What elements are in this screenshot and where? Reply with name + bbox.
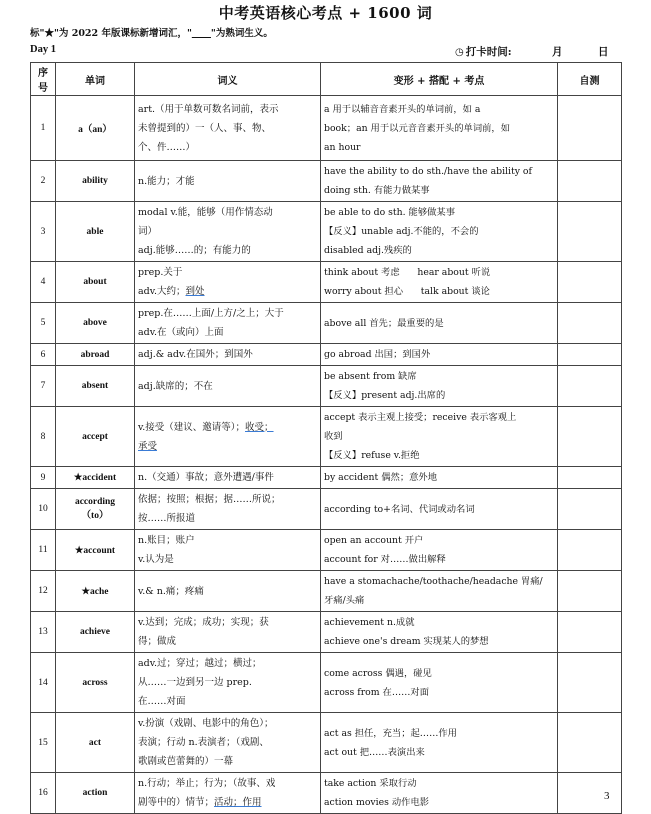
table-row	[31, 344, 622, 366]
self-test-cell[interactable]	[558, 530, 622, 571]
usage-line: think about 考虑 hear about 听说	[324, 267, 491, 278]
meaning-line: 个、件……）	[138, 141, 196, 153]
month-label: 月	[552, 46, 563, 58]
table-row	[31, 713, 622, 773]
usage-line: 【反义】refuse v.拒绝	[324, 450, 420, 461]
usage-line: go abroad 出国；到国外	[324, 349, 431, 360]
row-number: 2	[31, 161, 56, 202]
meaning-line: adv.在（或向）上面	[138, 327, 224, 338]
usage-line: come across 偶遇，碰见	[324, 667, 432, 679]
self-test-cell[interactable]	[558, 713, 622, 773]
meaning-line: 未曾提到的）一（人、事、物、	[138, 122, 272, 134]
table-row	[31, 467, 622, 489]
vocab-word: above	[56, 303, 135, 344]
table-row	[31, 161, 622, 202]
self-test-cell[interactable]	[558, 262, 622, 303]
usage-notes	[321, 262, 558, 303]
meaning-line: v.达到；完成；成功；实现；获	[138, 617, 269, 628]
vocab-word: action	[56, 773, 135, 814]
usage-line: action movies 动作电影	[324, 797, 430, 808]
legend-note: 标"★"为 2022 年版课标新增词汇，"____"为熟词生义。	[30, 28, 273, 39]
col-header-meaning: 词义	[135, 63, 321, 96]
usage-line: disabled adj.残疾的	[324, 245, 412, 256]
usage-notes	[321, 489, 558, 530]
table-header-row	[31, 63, 622, 96]
meaning-line: modal v.能，能够（用作情态动	[138, 207, 273, 218]
usage-line: be absent from 缺席	[324, 371, 417, 382]
self-test-cell[interactable]	[558, 344, 622, 366]
word-meaning	[135, 530, 321, 571]
usage-notes	[321, 773, 558, 814]
usage-line: have the ability to do sth./have the ability of	[324, 166, 532, 177]
self-test-cell[interactable]	[558, 366, 622, 407]
word-meaning	[135, 202, 321, 262]
table-row	[31, 262, 622, 303]
self-test-cell[interactable]	[558, 612, 622, 653]
self-test-cell[interactable]	[558, 96, 622, 161]
vocab-word: achieve	[56, 612, 135, 653]
row-number: 3	[31, 202, 56, 262]
word-meaning	[135, 612, 321, 653]
table-row	[31, 303, 622, 344]
word-meaning	[135, 489, 321, 530]
vocab-word: across	[56, 653, 135, 713]
row-number: 9	[31, 467, 56, 489]
vocab-word: ★account	[56, 530, 135, 571]
word-meaning	[135, 161, 321, 202]
usage-line: act as 担任，充当；起……作用	[324, 727, 457, 739]
usage-line: have a stomachache/toothache/headache 胃痛/	[324, 576, 543, 587]
word-meaning	[135, 303, 321, 344]
usage-line: 收到	[324, 431, 343, 442]
self-test-cell[interactable]	[558, 653, 622, 713]
day-label: Day 1	[30, 44, 56, 55]
usage-line: doing sth. 有能力做某事	[324, 185, 430, 196]
row-number: 10	[31, 489, 56, 530]
word-meaning	[135, 467, 321, 489]
usage-line: achieve one's dream 实现某人的梦想	[324, 636, 489, 647]
vocab-word: abroad	[56, 344, 135, 366]
meaning-line: n.行动；举止；行为；（故事、戏	[138, 778, 276, 789]
usage-notes	[321, 202, 558, 262]
row-number: 6	[31, 344, 56, 366]
table-row	[31, 653, 622, 713]
vocab-table	[30, 62, 622, 814]
row-number: 16	[31, 773, 56, 814]
usage-line: 牙痛/头痛	[324, 595, 365, 606]
usage-line: by accident 偶然；意外地	[324, 472, 438, 483]
vocab-word: able	[56, 202, 135, 262]
meaning-line: v.& n.痛；疼痛	[138, 585, 204, 597]
meaning-line: v.认为是	[138, 554, 174, 565]
vocab-word: about	[56, 262, 135, 303]
self-test-cell[interactable]	[558, 407, 622, 467]
self-test-cell[interactable]	[558, 571, 622, 612]
vocab-word: act	[56, 713, 135, 773]
meaning-line: 表演；行动 n.表演者；（戏剧、	[138, 737, 269, 748]
meaning-line: 在……对面	[138, 696, 186, 707]
meaning-line: n.能力；才能	[138, 175, 195, 187]
usage-line: a 用于以辅音音素开头的单词前，如 a	[324, 103, 481, 115]
col-header-selftest: 自测	[558, 63, 622, 96]
usage-line: according to+名词、代词或动名词	[324, 503, 475, 515]
usage-notes	[321, 530, 558, 571]
vocab-word: ★ache	[56, 571, 135, 612]
meaning-line: prep.在……上面/上方/之上；大于	[138, 308, 284, 319]
word-meaning	[135, 366, 321, 407]
meaning-line: 按……所报道	[138, 513, 196, 524]
vocab-word: ability	[56, 161, 135, 202]
usage-notes	[321, 467, 558, 489]
table-row	[31, 489, 622, 530]
usage-line: act out 把……表演出来	[324, 746, 425, 758]
page-number: 3	[604, 790, 610, 802]
meaning-line: n.账目；账户	[138, 535, 195, 546]
meaning-line: 剧等中的）情节；活动；作用	[138, 797, 262, 808]
meaning-line: 承受	[138, 440, 158, 452]
usage-notes	[321, 303, 558, 344]
word-meaning	[135, 571, 321, 612]
vocab-word: a（an）	[56, 96, 135, 161]
meaning-line: adv.过；穿过；越过；横过；	[138, 658, 262, 669]
meaning-line: prep.关于	[138, 267, 183, 278]
table-row	[31, 202, 622, 262]
word-meaning	[135, 773, 321, 814]
row-number: 11	[31, 530, 56, 571]
meaning-line: v.接受（建议、邀请等）；收受；	[138, 421, 274, 433]
meaning-line: 词）	[138, 226, 158, 237]
row-number: 1	[31, 96, 56, 161]
usage-notes	[321, 713, 558, 773]
col-header-usage: 变形 + 搭配 + 考点	[321, 63, 558, 96]
table-row	[31, 366, 622, 407]
self-test-cell[interactable]	[558, 489, 622, 530]
table-row	[31, 612, 622, 653]
usage-line: worry about 担心 talk about 谈论	[324, 286, 490, 297]
word-meaning	[135, 96, 321, 161]
meaning-line: adj.能够……的；有能力的	[138, 245, 251, 256]
row-number: 14	[31, 653, 56, 713]
meaning-line: adj.缺席的；不在	[138, 380, 213, 392]
self-test-cell[interactable]	[558, 202, 622, 262]
row-number: 7	[31, 366, 56, 407]
clock-icon: ◷	[455, 47, 464, 58]
row-number: 4	[31, 262, 56, 303]
usage-notes	[321, 96, 558, 161]
row-number: 13	[31, 612, 56, 653]
page-title: 中考英语核心考点 + 1600 词	[218, 4, 433, 22]
usage-line: accept 表示主观上接受；receive 表示客观上	[324, 412, 517, 423]
usage-line: take action 采取行动	[324, 778, 417, 789]
meaning-line: 得；做成	[138, 636, 177, 647]
meaning-line: adj.& adv.在国外；到国外	[138, 349, 253, 360]
meaning-line: art.（用于单数可数名词前，表示	[138, 103, 279, 115]
meaning-line: 从……一边到另一边 prep.	[138, 677, 252, 688]
table-row	[31, 530, 622, 571]
usage-notes	[321, 407, 558, 467]
usage-line: open an account 开户	[324, 535, 424, 546]
usage-line: be able to do sth. 能够做某事	[324, 207, 456, 218]
usage-line: account for 对……做出解释	[324, 554, 446, 565]
meaning-line: adv.大约；到处	[138, 286, 205, 297]
vocab-word: according （to）	[56, 489, 135, 530]
checkin-time: ◷ 打卡时间:	[455, 46, 512, 58]
col-header-num: 序号	[31, 63, 56, 96]
row-number: 8	[31, 407, 56, 467]
usage-line: above all 首先；最重要的是	[324, 317, 444, 329]
usage-notes	[321, 344, 558, 366]
usage-line: an hour	[324, 141, 361, 153]
usage-notes	[321, 612, 558, 653]
usage-notes	[321, 366, 558, 407]
meaning-line: 依据；按照；根据；据……所说；	[138, 494, 281, 505]
word-meaning	[135, 653, 321, 713]
vocab-word: accept	[56, 407, 135, 467]
meaning-line: n.（交通）事故；意外遭遇/事件	[138, 472, 274, 483]
usage-notes	[321, 571, 558, 612]
table-row	[31, 96, 622, 161]
word-meaning	[135, 407, 321, 467]
self-test-cell[interactable]	[558, 467, 622, 489]
row-number: 15	[31, 713, 56, 773]
self-test-cell[interactable]	[558, 773, 622, 814]
vocab-word: ★accident	[56, 467, 135, 489]
self-test-cell[interactable]	[558, 161, 622, 202]
meaning-line: 歌剧或芭蕾舞的）一幕	[138, 756, 234, 767]
usage-notes	[321, 161, 558, 202]
col-header-word: 单词	[56, 63, 135, 96]
usage-line: 【反义】present adj.出席的	[324, 390, 446, 401]
day-of-month-label: 日	[598, 46, 609, 58]
self-test-cell[interactable]	[558, 303, 622, 344]
usage-line: across from 在……对面	[324, 686, 430, 698]
row-number: 5	[31, 303, 56, 344]
usage-line: 【反义】unable adj.不能的，不会的	[324, 226, 479, 237]
usage-line: book；an 用于以元音音素开头的单词前，如	[324, 122, 511, 134]
table-row	[31, 407, 622, 467]
table-row	[31, 773, 622, 814]
meaning-line: v.扮演（戏剧、电影中的角色）；	[138, 718, 274, 729]
word-meaning	[135, 713, 321, 773]
usage-line: achievement n.成就	[324, 617, 415, 628]
word-meaning	[135, 344, 321, 366]
row-number: 12	[31, 571, 56, 612]
usage-notes	[321, 653, 558, 713]
word-meaning	[135, 262, 321, 303]
table-row	[31, 571, 622, 612]
vocab-word: absent	[56, 366, 135, 407]
